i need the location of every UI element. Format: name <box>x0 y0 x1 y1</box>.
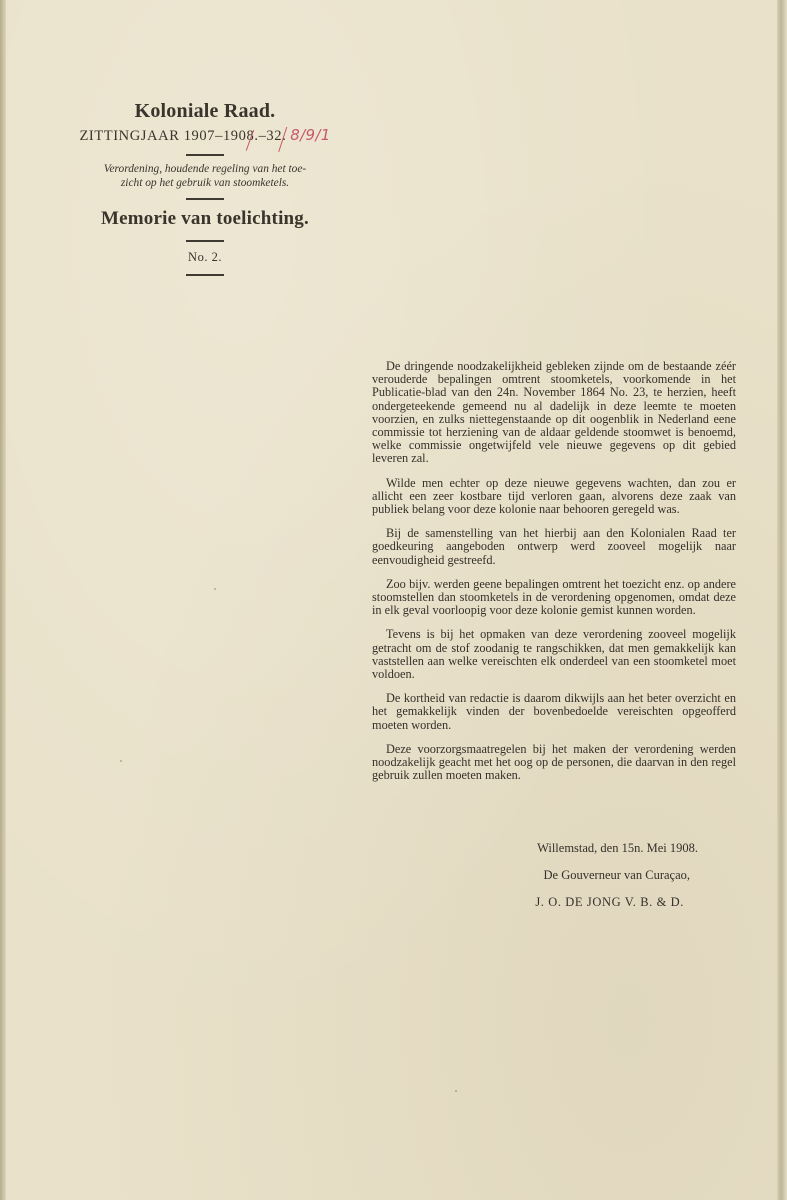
binding-edge <box>0 0 6 1200</box>
session-line <box>60 124 350 146</box>
document-number: No. 2. <box>188 249 222 264</box>
signature-block <box>480 842 720 923</box>
page-edge <box>777 0 787 1200</box>
paragraph: De dringende noodzakelijkheid gebleken zijnde om de bestaande zéér verouderde bepalingen omtrent stoomketels, voorkomende in het Publicatie-blad van den 24n. November 1864 No. 23, te herzien, heeft ondergeteekende gemeend nu al dadelijk in deze leemte te moeten voorzien, en zulks niettegenstaande op dit oogenblik in Nederland eene commissie tot herziening van de aldaar geldende stoomwet is benoemd, welke commissie ongetwijfeld vele nieuwe gegevens op dit gebied leveren zal. <box>372 359 736 466</box>
handwritten-annotation: 8/9/1 <box>290 126 331 144</box>
subject-line <box>60 162 350 190</box>
paper-speck <box>455 1090 457 1092</box>
place-date: Willemstad, den 15n. Mei 1908. <box>537 841 698 855</box>
signatory-name: J. O. DE JONG V. B. & D. <box>535 895 684 909</box>
paragraph: Bij de samenstelling van het hierbij aan den Kolonialen Raad ter goedkeuring aangeboden ontwerp werd zooveel mogelijk naar eenvoudigheid gestreefd. <box>372 526 736 567</box>
signatory-office: De Gouverneur van Curaçao, <box>543 868 690 882</box>
divider <box>186 240 224 242</box>
session-year: ZITTINGJAAR 1907–1908. <box>79 128 259 144</box>
memorandum-body <box>372 360 736 793</box>
subject-line-2: zicht op het gebruik van stoomketels. <box>120 177 290 189</box>
divider <box>186 198 224 200</box>
document-header <box>60 98 350 282</box>
paragraph: Wilde men echter op deze nieuwe gegevens wachten, dan zou er allicht een zeer kostbare tijd verloren gaan, alvorens deze zaak van publiek belang voor deze kolonie naar behooren geregeld was. <box>372 475 736 517</box>
subject-line-1: Verordening, houdende regeling van het toe- <box>103 163 307 175</box>
council-title: Koloniale Raad. <box>134 100 276 122</box>
divider <box>186 154 224 156</box>
paper-speck <box>214 588 216 590</box>
paragraph: Tevens is bij het opmaken van deze verordening zooveel mogelijk getracht om de stof zoodanig te rangschikken, dat men gemakkelijk kan vaststellen aan welke vereischten elk onderdeel van een stoomketel moet voldoen. <box>372 627 736 682</box>
divider <box>186 274 224 276</box>
paragraph: Deze voorzorgsmaatregelen bij het maken der verordening werden noodzakelijk geacht met het oog op de personen, die daarvan in den regel gebruik zullen moeten maken. <box>372 741 736 783</box>
session-suffix: –32. <box>258 128 287 144</box>
paragraph: Zoo bijv. werden geene bepalingen omtrent het toezicht enz. op andere stoomstellen dan stoomketels in de verordening opgenomen, omdat deze in elk geval voorloopig voor deze kolonie gemist kunnen worden. <box>372 576 736 618</box>
paper-speck <box>120 760 122 762</box>
document-title: Memorie van toelichting. <box>101 208 309 229</box>
paragraph: De kortheid van redactie is daarom dikwijls aan het beter overzicht en het gemakkelijk vinden der bovenbedoelde vereischten opgeofferd moeten worden. <box>372 691 736 732</box>
